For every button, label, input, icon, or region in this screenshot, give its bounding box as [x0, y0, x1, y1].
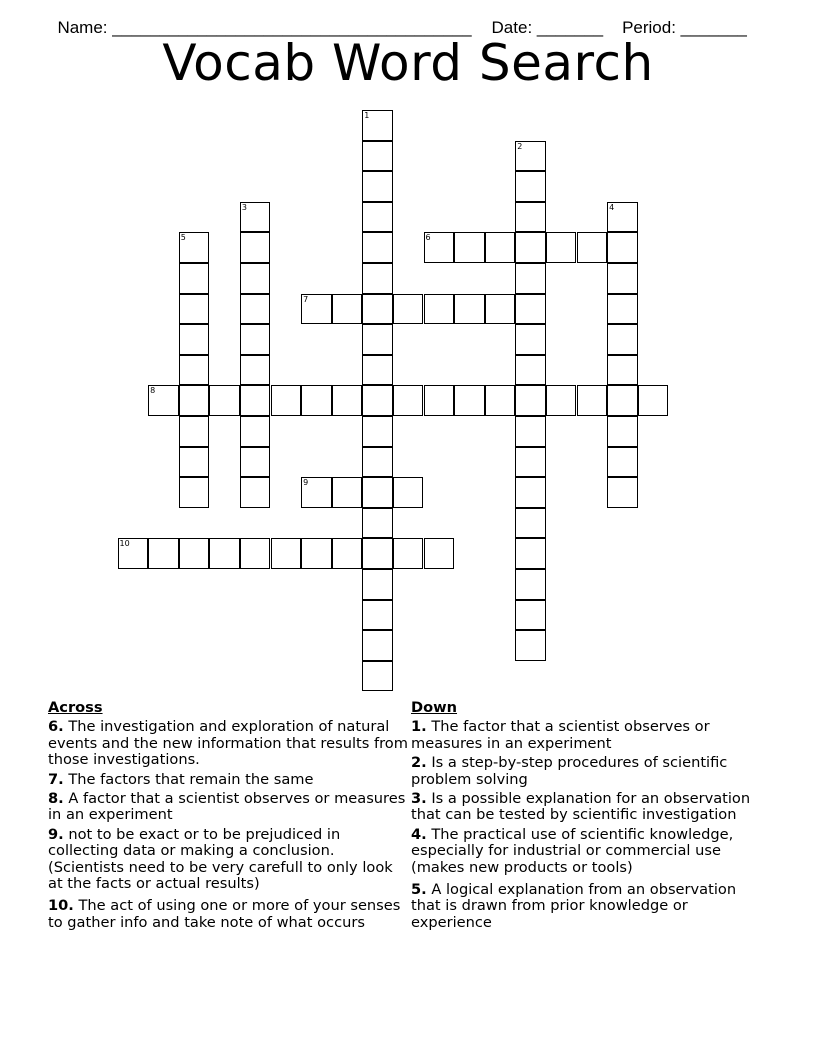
- clue-number: 8.: [48, 790, 64, 808]
- cell-number: 1: [364, 111, 370, 120]
- clue-text: The factors that remain the same: [68, 770, 314, 788]
- grid-cell[interactable]: [362, 355, 393, 386]
- grid-cell[interactable]: [454, 232, 485, 263]
- clue-across-7: [48, 772, 408, 788]
- clue-across-6: [48, 719, 408, 768]
- date-field[interactable]: Date: _______: [491, 18, 604, 37]
- grid-cell[interactable]: [424, 294, 455, 325]
- grid-cell[interactable]: [240, 202, 271, 233]
- grid-cell[interactable]: [271, 385, 302, 416]
- grid-cell[interactable]: [515, 324, 546, 355]
- clue-number: 1.: [411, 718, 427, 736]
- grid-cell[interactable]: [362, 630, 393, 661]
- grid-cell[interactable]: [362, 171, 393, 202]
- grid-cell[interactable]: [515, 569, 546, 600]
- grid-cell[interactable]: [515, 202, 546, 233]
- grid-cell[interactable]: [179, 477, 210, 508]
- grid-cell[interactable]: [607, 385, 638, 416]
- grid-cell[interactable]: [240, 232, 271, 263]
- grid-cell[interactable]: [148, 538, 179, 569]
- grid-cell[interactable]: [515, 600, 546, 631]
- grid-cell[interactable]: [515, 141, 546, 172]
- clue-number: 5.: [411, 881, 427, 899]
- grid-cell[interactable]: [515, 294, 546, 325]
- grid-cell[interactable]: [332, 294, 363, 325]
- grid-cell[interactable]: [362, 661, 393, 692]
- grid-cell[interactable]: [209, 538, 240, 569]
- grid-cell[interactable]: [240, 477, 271, 508]
- grid-cell[interactable]: [301, 477, 332, 508]
- grid-cell[interactable]: [546, 385, 577, 416]
- clue-number: 6.: [48, 718, 64, 736]
- cell-number: 2: [517, 141, 523, 151]
- grid-cell[interactable]: [332, 538, 363, 569]
- period-field[interactable]: Period: _______: [622, 18, 747, 37]
- grid-cell[interactable]: [179, 294, 210, 325]
- cell-number: 8: [150, 386, 156, 396]
- name-field[interactable]: Name: ______________________________________: [57, 18, 472, 37]
- clue-down-1: [411, 719, 756, 752]
- grid-cell[interactable]: [485, 385, 516, 416]
- grid-cell[interactable]: [424, 385, 455, 416]
- page-title: Vocab Word Search: [162, 34, 654, 92]
- grid-cell[interactable]: [607, 263, 638, 294]
- clue-text: The investigation and exploration of natural events and the new information that results from those investigations.: [48, 718, 408, 769]
- clue-text: A factor that a scientist observes or measures in an experiment: [48, 790, 406, 824]
- grid-cell[interactable]: [148, 385, 179, 416]
- grid-cell[interactable]: [179, 385, 210, 416]
- grid-cell[interactable]: [515, 477, 546, 508]
- across-clues: [48, 700, 408, 934]
- grid-cell[interactable]: [332, 477, 363, 508]
- grid-cell[interactable]: [179, 232, 210, 263]
- grid-cell[interactable]: [515, 538, 546, 569]
- grid-cell[interactable]: [362, 141, 393, 172]
- clue-text: not to be exact or to be prejudiced in collecting data or making a conclusion. (Scientists need to be very carefull to only look at the facts or actual results): [48, 825, 393, 893]
- grid-cell[interactable]: [393, 538, 424, 569]
- cell-number: 5: [180, 233, 186, 243]
- grid-cell[interactable]: [515, 508, 546, 539]
- grid-cell[interactable]: [454, 385, 485, 416]
- grid-cell[interactable]: [454, 294, 485, 325]
- grid-cell[interactable]: [362, 232, 393, 263]
- across-heading: Across: [48, 699, 103, 716]
- grid-cell[interactable]: [240, 294, 271, 325]
- grid-cell[interactable]: [424, 538, 455, 569]
- grid-cell[interactable]: [362, 385, 393, 416]
- clue-across-8: [48, 791, 408, 824]
- grid-cell[interactable]: [485, 232, 516, 263]
- grid-cell[interactable]: [362, 600, 393, 631]
- grid-cell[interactable]: [424, 232, 455, 263]
- clue-number: 9.: [48, 825, 64, 843]
- grid-cell[interactable]: [515, 385, 546, 416]
- grid-cell[interactable]: [179, 447, 210, 478]
- grid-cell[interactable]: [301, 385, 332, 416]
- grid-cell[interactable]: [271, 538, 302, 569]
- grid-cell[interactable]: [362, 110, 393, 141]
- grid-cell[interactable]: [607, 232, 638, 263]
- grid-cell[interactable]: [240, 355, 271, 386]
- grid-cell[interactable]: [179, 324, 210, 355]
- grid-cell[interactable]: [240, 263, 271, 294]
- grid-cell[interactable]: [393, 477, 424, 508]
- clue-across-10: [48, 898, 408, 931]
- grid-cell[interactable]: [515, 355, 546, 386]
- grid-cell[interactable]: [301, 538, 332, 569]
- grid-cell[interactable]: [577, 232, 608, 263]
- grid-cell[interactable]: [515, 416, 546, 447]
- grid-cell[interactable]: [515, 263, 546, 294]
- grid-cell[interactable]: [515, 171, 546, 202]
- cell-number: 7: [303, 294, 309, 304]
- grid-cell[interactable]: [607, 477, 638, 508]
- cell-number: 10: [119, 539, 130, 549]
- grid-cell[interactable]: [362, 477, 393, 508]
- grid-cell[interactable]: [362, 569, 393, 600]
- grid-cell[interactable]: [577, 385, 608, 416]
- clue-text: Is a step-by-step procedures of scientific problem solving: [411, 754, 728, 788]
- grid-cell[interactable]: [179, 416, 210, 447]
- grid-cell[interactable]: [301, 294, 332, 325]
- grid-cell[interactable]: [515, 232, 546, 263]
- grid-cell[interactable]: [240, 416, 271, 447]
- grid-cell[interactable]: [485, 294, 516, 325]
- clue-down-3: [411, 791, 756, 824]
- grid-cell[interactable]: [240, 324, 271, 355]
- grid-cell[interactable]: [179, 355, 210, 386]
- clue-text: A logical explanation from an observation that is drawn from prior knowledge or experience: [411, 881, 737, 931]
- down-heading: Down: [411, 699, 458, 716]
- cell-number: 6: [425, 233, 431, 243]
- grid-cell[interactable]: [118, 538, 149, 569]
- grid-cell[interactable]: [515, 447, 546, 478]
- grid-cell[interactable]: [546, 232, 577, 263]
- cell-number: 3: [241, 202, 247, 212]
- grid-cell[interactable]: [362, 538, 393, 569]
- grid-cell[interactable]: [240, 447, 271, 478]
- clue-text: Is a possible explanation for an observation that can be tested by scientific investigation: [411, 790, 751, 824]
- clue-number: 7.: [48, 770, 64, 788]
- clue-number: 10.: [48, 897, 74, 915]
- grid-cell[interactable]: [362, 263, 393, 294]
- grid-cell[interactable]: [607, 416, 638, 447]
- grid-cell[interactable]: [362, 294, 393, 325]
- grid-cell[interactable]: [515, 630, 546, 661]
- grid-cell[interactable]: [607, 324, 638, 355]
- clue-across-9: [48, 827, 408, 893]
- grid-cell[interactable]: [607, 447, 638, 478]
- grid-cell[interactable]: [393, 385, 424, 416]
- grid-cell[interactable]: [362, 416, 393, 447]
- clue-text: The factor that a scientist observes or measures in an experiment: [411, 718, 710, 752]
- grid-cell[interactable]: [607, 294, 638, 325]
- clue-down-2: [411, 755, 756, 788]
- grid-cell[interactable]: [393, 294, 424, 325]
- grid-cell[interactable]: [607, 355, 638, 386]
- grid-cell[interactable]: [607, 202, 638, 233]
- grid-cell[interactable]: [179, 263, 210, 294]
- grid-cell[interactable]: [362, 508, 393, 539]
- grid-cell[interactable]: [240, 385, 271, 416]
- clue-down-5: [411, 882, 756, 931]
- clue-number: 3.: [411, 790, 427, 808]
- grid-cell[interactable]: [209, 385, 240, 416]
- cell-number: 9: [303, 478, 309, 488]
- grid-cell[interactable]: [179, 538, 210, 569]
- clue-text: The act of using one or more of your senses to gather info and take note of what occurs: [48, 897, 401, 931]
- grid-cell[interactable]: [240, 538, 271, 569]
- clue-number: 4.: [411, 825, 427, 843]
- clue-down-4: [411, 827, 756, 876]
- grid-cell[interactable]: [362, 447, 393, 478]
- cell-number: 4: [609, 202, 615, 212]
- grid-cell[interactable]: [362, 202, 393, 233]
- clue-number: 2.: [411, 754, 427, 772]
- down-clues: [411, 700, 756, 934]
- grid-cell[interactable]: [332, 385, 363, 416]
- clue-text: The practical use of scientific knowledge, especially for industrial or commercial use (makes new products or tools): [411, 825, 734, 876]
- grid-cell[interactable]: [638, 385, 669, 416]
- grid-cell[interactable]: [362, 324, 393, 355]
